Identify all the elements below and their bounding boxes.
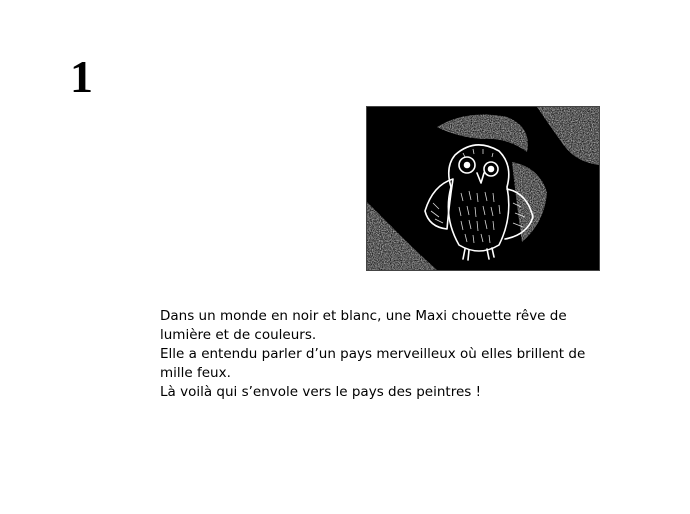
story-text [160,307,610,402]
story-paragraph: Là voilà qui s’envole vers le pays des peintres ! [160,384,481,400]
story-paragraph: Elle a entendu parler d’un pays merveilleux où elles brillent de mille feux. [160,346,586,381]
page-number: 1 [70,51,93,102]
owl-illustration [366,106,600,271]
owl-drawing [367,107,599,270]
story-paragraph: Dans un monde en noir et blanc, une Maxi chouette rêve de lumière et de couleurs. [160,308,567,343]
